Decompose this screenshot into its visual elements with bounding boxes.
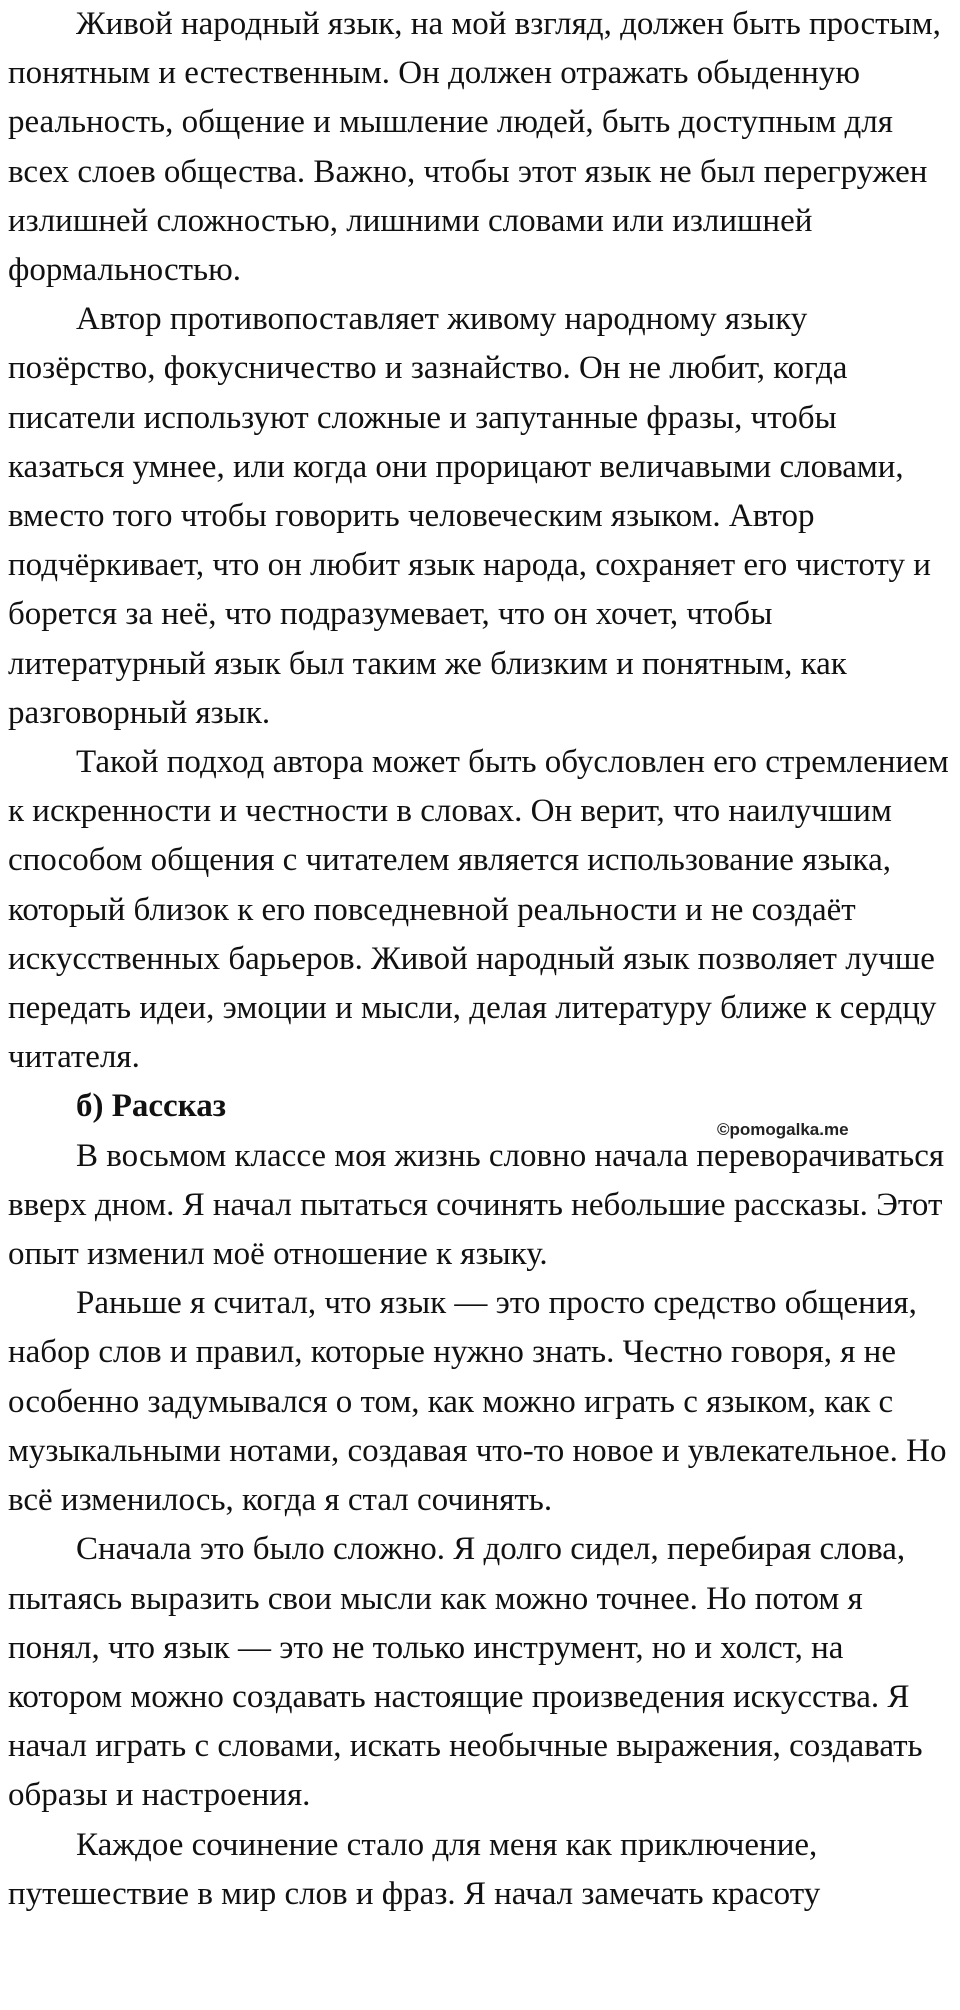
document-text	[8, 0, 960, 1919]
paragraph-previous-view: Раньше я считал, что язык — это просто средство общения, набор слов и правил, которые нужно знать. Честно говоря, я не особенно задумывался о том, как можно играть с языком, как с музыкальными нотами, создавая что-то новое и увлекательное. Но всё изменилось, когда я стал сочинять.	[8, 1285, 947, 1519]
watermark-text: ©pomogalka.me	[717, 1120, 849, 1139]
paragraph-living-language: Живой народный язык, на мой взгляд, должен быть простым, понятным и естественным. Он должен отражать обыденную реальность, общение и мышление людей, быть доступным для всех слоев общества. Важно, чтобы этот язык не был перегружен излишней сложностью, лишними словами или излишней формальностью.	[8, 6, 941, 289]
section-heading-story: б) Рассказ	[76, 1088, 226, 1125]
paragraph-author-contrast: Автор противопоставляет живому народному языку позёрство, фокусничество и зазнайство. Он не любит, когда писатели используют сложные и запутанные фразы, чтобы казаться умнее, или когда они прорицают величавыми словами, вместо того чтобы говорить человеческим языком. Автор подчёркивает, что он любит язык народа, сохраняет его чистоту и борется за неё, что подразумевает, что он хочет, чтобы литературный язык был таким же близким и понятным, как разговорный язык.	[8, 301, 931, 731]
paragraph-adventure: Каждое сочинение стало для меня как приключение, путешествие в мир слов и фраз. Я начал замечать красоту	[8, 1826, 821, 1912]
paragraph-eighth-grade: В восьмом классе моя жизнь словно начала переворачиваться вверх дном. Я начал пытаться сочинять небольшие рассказы. Этот опыт изменил моё отношение к языку.	[8, 1137, 945, 1273]
paragraph-author-approach: Такой подход автора может быть обусловлен его стремлением к искренности и честности в словах. Он верит, что наилучшим способом общения с читателем является использование языка, который близок к его повседневной реальности и не создаёт искусственных барьеров. Живой народный язык позволяет лучше передать идеи, эмоции и мысли, делая литературу ближе к сердцу читателя.	[8, 744, 949, 1076]
paragraph-first-attempts: Сначала это было сложно. Я долго сидел, перебирая слова, пытаясь выразить свои мысли как можно точнее. Но потом я понял, что язык — это не только инструмент, но и холст, на котором можно создавать настоящие произведения искусства. Я начал играть с словами, искать необычные выражения, создавать образы и настроения.	[8, 1531, 923, 1814]
